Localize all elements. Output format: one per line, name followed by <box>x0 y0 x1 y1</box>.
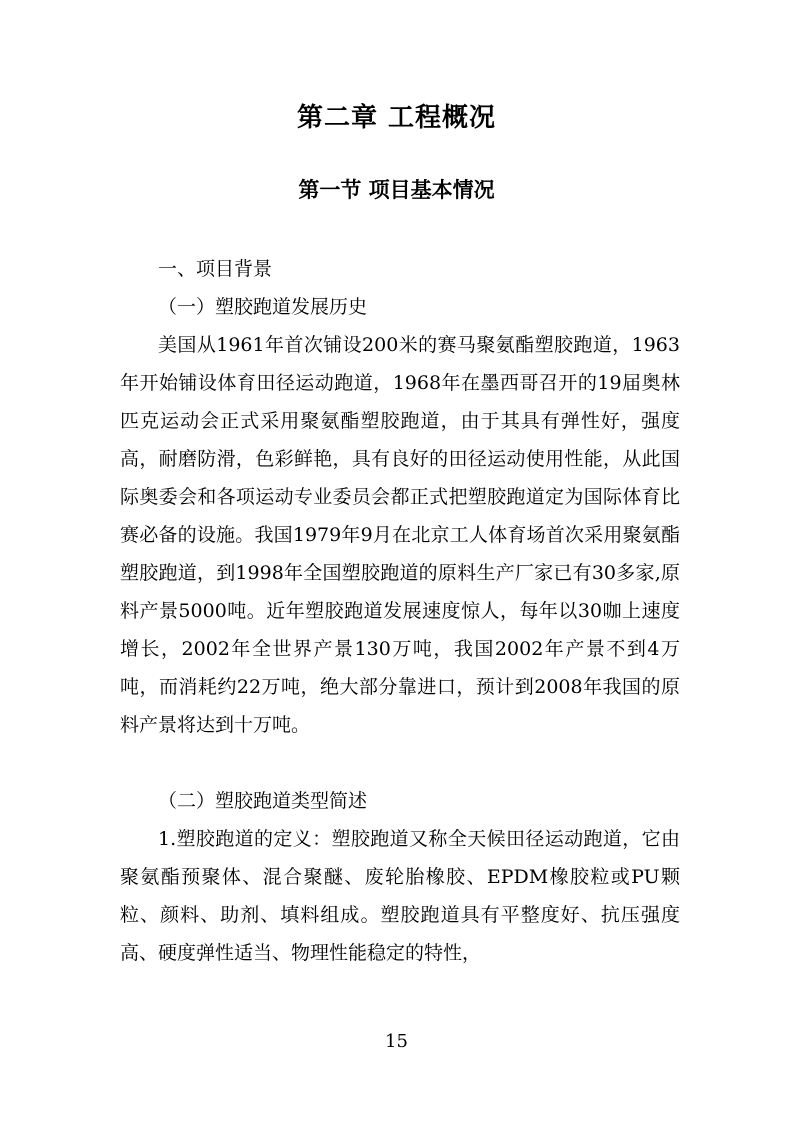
paragraph-spacer <box>120 744 680 782</box>
paragraph-history: 美国从1961年首次铺设200米的赛马聚氨酯塑胶跑道，1963年开始铺设体育田径运动跑道，1968年在墨西哥召开的19届奥林匹克运动会正式采用聚氨酯塑胶跑道，由于其具有弹性好，强度高，耐磨防滑，色彩鲜艳，具有良好的田径运动使用性能，从此国际奥委会和各项运动专业委员会都正式把塑胶跑道定为国际体育比赛必备的设施。我国1979年9月在北京工人体育场首次采用聚氨酯塑胶跑道，到1998年全国塑胶跑道的原料生产厂家已有30多家,原料产景5000吨。近年塑胶跑道发展速度惊人，每年以30咖上速度增长，2002年全世界产景130万吨，我国2002年产景不到4万吨，而消耗约22万吨，绝大部分靠进口，预计到2008年我国的原料产景将达到十万吨。 <box>120 334 680 736</box>
page-number: 15 <box>385 1031 408 1052</box>
document-body <box>120 250 680 972</box>
section-title: 第一节 项目基本情况 <box>298 178 495 202</box>
heading-project-background: 一、项目背景 <box>158 258 273 280</box>
chapter-title: 第二章 工程概况 <box>296 103 497 133</box>
subheading-types: （二）塑胶跑道类型简述 <box>158 790 368 812</box>
paragraph-definition: 1.塑胶跑道的定义：塑胶跑道又称全天候田径运动跑道，它由聚氨酯预聚体、混合聚醚、废轮胎橡胶、EPDM橡胶粒或PU颗粒、颜料、助剂、填料组成。塑胶跑道具有平整度好、抗压强度高、硬度弹性适当、物理性能稳定的特性， <box>120 828 680 964</box>
subheading-history: （一）塑胶跑道发展历史 <box>158 296 368 318</box>
